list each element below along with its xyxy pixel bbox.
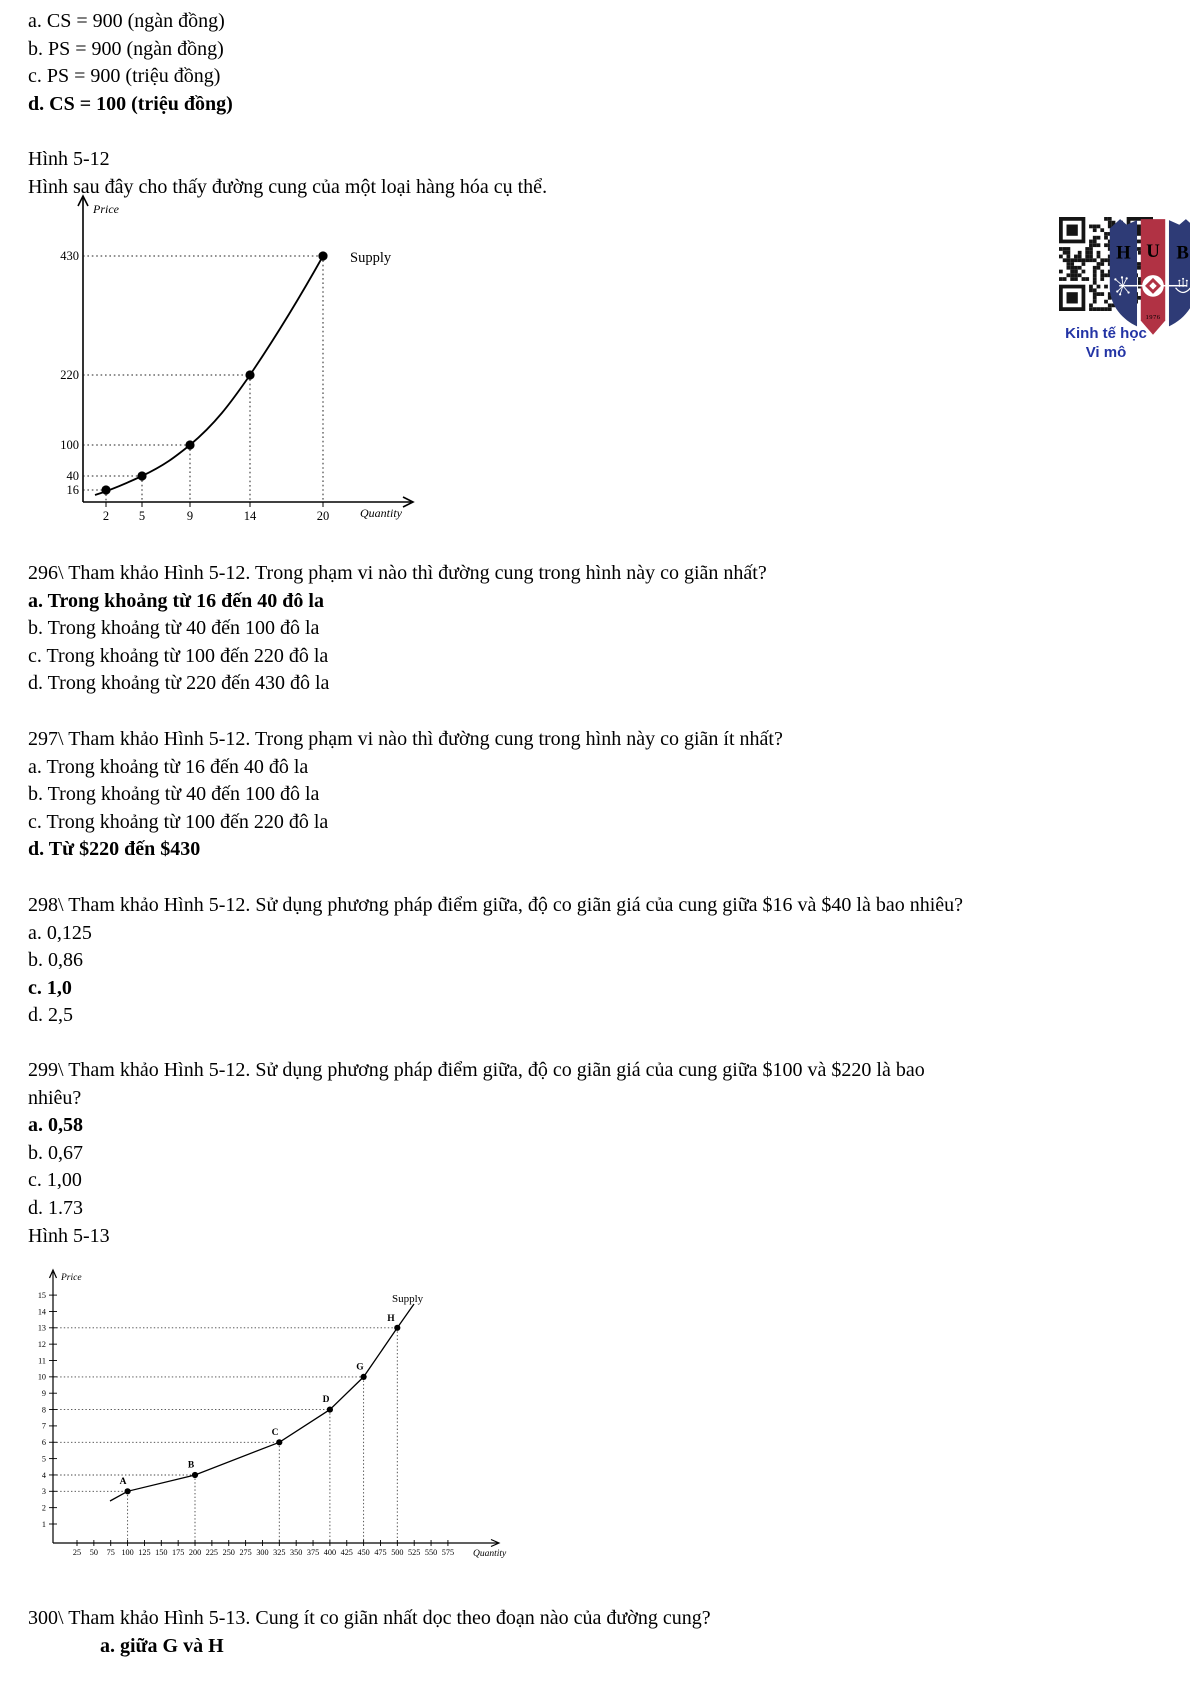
axis-tick-label: 5 — [138, 509, 146, 523]
guide-lines — [53, 1328, 397, 1543]
axis-tick-label: 7 — [41, 1421, 46, 1431]
qr-module — [1097, 255, 1101, 259]
qr-module — [1078, 273, 1082, 277]
axis-tick-label: 11 — [38, 1356, 46, 1366]
qr-module — [1063, 247, 1067, 251]
option-line: d. 1.73 — [28, 1196, 83, 1219]
data-point — [318, 251, 327, 260]
qr-module — [1074, 273, 1078, 277]
qr-module — [1085, 277, 1089, 281]
qr-module — [1089, 251, 1093, 255]
x-axis-label: Quantity — [360, 506, 402, 520]
y-tick-labels — [60, 249, 79, 497]
question-text: 296\ Tham khảo Hình 5-12. Trong phạm vi nào thì đường cung trong hình này co giãn nhất? — [28, 562, 767, 584]
data-point — [185, 440, 194, 449]
qr-module — [1097, 225, 1101, 229]
answer-options-block — [28, 8, 233, 118]
qr-module — [1089, 303, 1093, 307]
axis-tick-label: 75 — [106, 1548, 115, 1557]
data-points — [101, 251, 327, 494]
axis-tick-label: 14 — [37, 1307, 46, 1317]
qr-module — [1100, 270, 1104, 274]
axis-tick-label: 6 — [41, 1438, 46, 1448]
axis-tick-label: 475 — [374, 1548, 387, 1557]
qr-module — [1078, 251, 1082, 255]
qr-module — [1082, 262, 1086, 266]
qr-module — [1067, 273, 1071, 277]
point-label: B — [187, 1460, 195, 1471]
qr-module — [1078, 266, 1082, 270]
qr-module — [1067, 266, 1071, 270]
qr-module — [1089, 225, 1093, 229]
qr-module — [1082, 258, 1086, 262]
axis-tick-label: 450 — [357, 1548, 370, 1557]
qr-module — [1097, 251, 1101, 255]
axis-tick-label: 575 — [441, 1548, 455, 1557]
qr-module — [1100, 292, 1104, 296]
qr-module — [1085, 251, 1089, 255]
data-point — [276, 1439, 282, 1445]
qr-module — [1074, 258, 1078, 262]
option-line: d. 2,5 — [28, 1004, 73, 1027]
axis-tick-label: 12 — [37, 1339, 46, 1349]
y-axis-label: Price — [61, 1273, 82, 1283]
option-line: b. Trong khoảng từ 40 đến 100 đô la — [28, 783, 320, 806]
qr-module — [1097, 307, 1101, 311]
axis-tick-label: 250 — [222, 1548, 235, 1557]
data-point — [394, 1325, 400, 1331]
qr-module — [1097, 262, 1101, 266]
qr-module — [1085, 258, 1089, 262]
qr-module — [1089, 288, 1093, 292]
logo-letters — [1116, 241, 1189, 264]
qr-module — [1089, 307, 1093, 311]
question-300 — [28, 1605, 711, 1660]
qr-module — [1097, 243, 1101, 247]
axis-tick-label: 550 — [424, 1548, 438, 1557]
qr-module — [1085, 247, 1089, 251]
qr-module — [1089, 240, 1093, 244]
axis-tick-label: 15 — [37, 1290, 46, 1300]
option-line: b. Trong khoảng từ 40 đến 100 đô la — [28, 617, 320, 640]
qr-module — [1093, 296, 1097, 300]
option-line: b. 0,67 — [28, 1141, 83, 1164]
qr-caption-line1: Kinh tế học — [1065, 325, 1147, 342]
axis-tick-label: 100 — [60, 438, 79, 452]
data-point — [192, 1472, 198, 1478]
supply-curve — [110, 1304, 414, 1501]
data-point — [327, 1407, 333, 1413]
option-line: c. Trong khoảng từ 100 đến 220 đô la — [28, 644, 329, 667]
axis-tick-label: 430 — [60, 249, 79, 263]
qr-module — [1070, 266, 1074, 270]
qr-module — [1059, 255, 1063, 259]
data-point — [101, 485, 110, 494]
option-line-correct: c. 1,0 — [28, 976, 72, 999]
question-text: 299\ Tham khảo Hình 5-12. Sử dụng phương pháp điểm giữa, độ co giãn giá của cung giữa $100 và $220 là bao — [28, 1059, 925, 1081]
qr-module — [1074, 255, 1078, 259]
qr-module — [1059, 247, 1063, 251]
axis-tick-label: 220 — [60, 368, 79, 382]
option-line: a. Trong khoảng từ 16 đến 40 đô la — [28, 755, 309, 778]
option-line: c. PS = 900 (triệu đồng) — [28, 65, 221, 88]
option-line: b. 0,86 — [28, 949, 83, 972]
qr-module — [1093, 277, 1097, 281]
qr-module — [1097, 236, 1101, 240]
x-tick-labels — [103, 509, 329, 523]
logo-right-panel — [1169, 219, 1190, 326]
option-line-correct: a. 0,58 — [28, 1114, 83, 1137]
qr-module — [1063, 251, 1067, 255]
qr-module — [1067, 247, 1071, 251]
logo-letter-b: B — [1176, 242, 1189, 264]
question-text: 300\ Tham khảo Hình 5-13. Cung ít co giãn nhất dọc theo đoạn nào của đường cung? — [28, 1607, 711, 1629]
qr-module — [1093, 292, 1097, 296]
qr-module — [1074, 266, 1078, 270]
axis-tick-label: 40 — [66, 469, 79, 483]
y-axis-label: Price — [93, 202, 119, 216]
axis-tick-label: 225 — [205, 1548, 219, 1557]
hub-logo — [1106, 210, 1190, 343]
figure-title: Hình 5-13 — [28, 1225, 110, 1247]
qr-module — [1074, 270, 1078, 274]
qr-module — [1100, 273, 1104, 277]
point-label: H — [387, 1314, 395, 1324]
axis-tick-label: 9 — [186, 509, 194, 523]
option-line: d. Trong khoảng từ 220 đến 430 đô la — [28, 672, 330, 695]
branding-sidebar — [1056, 210, 1189, 362]
axis-tick-label: 425 — [340, 1548, 353, 1557]
axis-tick-label: 150 — [155, 1548, 168, 1557]
point-label: D — [322, 1395, 330, 1405]
data-point — [125, 1488, 131, 1494]
axis-tick-label: 400 — [323, 1548, 337, 1557]
qr-module — [1100, 262, 1104, 266]
data-point — [245, 370, 254, 379]
qr-module — [1070, 270, 1074, 274]
qr-module — [1070, 262, 1074, 266]
axis-tick-label: 1 — [41, 1519, 46, 1529]
supply-curve — [95, 256, 323, 495]
option-line-correct: a. Trong khoảng từ 16 đến 40 đô la — [28, 589, 324, 612]
series-label: Supply — [350, 250, 392, 266]
figure-title: Hình 5-12 — [28, 148, 110, 170]
axis-tick-label: 9 — [41, 1389, 46, 1398]
qr-module — [1100, 228, 1104, 232]
logo-letter-u: U — [1146, 240, 1160, 262]
question-296 — [28, 560, 767, 698]
option-line-correct: a. giữa G và H — [100, 1634, 224, 1657]
qr-module — [1089, 285, 1093, 289]
question-text: 297\ Tham khảo Hình 5-12. Trong phạm vi nào thì đường cung trong hình này co giãn ít nhất? — [28, 728, 783, 750]
data-point — [361, 1374, 367, 1380]
axis-tick-label: 3 — [41, 1487, 46, 1497]
qr-module — [1089, 247, 1093, 251]
qr-module — [1078, 255, 1082, 259]
axis-tick-label: 8 — [41, 1405, 46, 1415]
guide-lines — [83, 256, 323, 502]
qr-module — [1082, 270, 1086, 274]
series-label: Supply — [392, 1293, 424, 1305]
axis-tick-label: 500 — [391, 1548, 404, 1557]
logo-left-panel — [1110, 219, 1137, 326]
qr-module — [1097, 285, 1101, 289]
axis-tick-label: 16 — [66, 483, 79, 497]
question-text-wrap: nhiêu? — [28, 1086, 82, 1109]
qr-module — [1097, 292, 1101, 296]
qr-module — [1074, 277, 1078, 281]
qr-module — [1063, 277, 1067, 281]
qr-module — [1097, 266, 1101, 270]
axis-tick-label: 5 — [41, 1454, 46, 1464]
axis-tick-label: 100 — [121, 1548, 134, 1557]
axis-tick-label: 13 — [37, 1323, 46, 1333]
qr-module — [1067, 255, 1071, 259]
option-line-correct: d. Từ $220 đến $430 — [28, 838, 201, 861]
qr-module — [1093, 273, 1097, 277]
figure-5-13-heading — [28, 1223, 110, 1251]
option-line: a. 0,125 — [28, 921, 92, 944]
qr-module — [1059, 277, 1063, 281]
question-297 — [28, 726, 783, 864]
qr-module — [1070, 258, 1074, 262]
option-line: a. CS = 900 (ngàn đồng) — [28, 10, 225, 32]
axis-tick-label: 14 — [243, 509, 257, 523]
qr-module — [1067, 251, 1071, 255]
point-label: A — [119, 1477, 127, 1487]
axis-tick-label: 50 — [89, 1548, 98, 1557]
point-label: G — [356, 1362, 364, 1373]
qr-module — [1078, 258, 1082, 262]
axis-ticks — [38, 1291, 454, 1557]
option-line: b. PS = 900 (ngàn đồng) — [28, 37, 224, 60]
qr-module — [1067, 292, 1078, 303]
qr-module — [1070, 277, 1074, 281]
qr-module — [1067, 258, 1071, 262]
axis-tick-label: 350 — [290, 1548, 303, 1557]
axis-tick-label: 200 — [188, 1548, 202, 1557]
data-point — [137, 471, 146, 480]
axis-tick-label: 325 — [273, 1548, 286, 1557]
axis-tick-label: 2 — [41, 1503, 46, 1513]
axis-tick-label: 300 — [256, 1548, 269, 1557]
option-line: c. Trong khoảng từ 100 đến 220 đô la — [28, 810, 329, 833]
axis-tick-label: 525 — [408, 1548, 421, 1557]
axis-tick-label: 4 — [41, 1470, 46, 1480]
qr-module — [1093, 240, 1097, 244]
axis-tick-label: 20 — [316, 509, 330, 523]
point-labels — [120, 1314, 396, 1487]
qr-module — [1100, 277, 1104, 281]
axis-tick-label: 2 — [102, 509, 110, 523]
logo-letter-h: H — [1116, 242, 1131, 264]
axis-tick-label: 10 — [37, 1372, 46, 1382]
qr-module — [1089, 243, 1093, 247]
figure-5-13-chart — [35, 1258, 515, 1568]
axis-tick-label: 275 — [239, 1548, 252, 1557]
logo-year: 1976 — [1145, 313, 1161, 321]
axis-tick-label: 25 — [72, 1548, 82, 1557]
qr-module — [1063, 258, 1067, 262]
question-299 — [28, 1057, 925, 1223]
qr-module — [1085, 255, 1089, 259]
qr-module — [1093, 300, 1097, 304]
qr-module — [1093, 281, 1097, 285]
qr-module — [1093, 288, 1097, 292]
qr-module — [1093, 258, 1097, 262]
qr-module — [1093, 307, 1097, 311]
qr-module — [1070, 273, 1074, 277]
qr-module — [1093, 225, 1097, 229]
qr-module — [1089, 255, 1093, 259]
option-line: c. 1,00 — [28, 1169, 82, 1192]
qr-module — [1093, 243, 1097, 247]
question-text: 298\ Tham khảo Hình 5-12. Sử dụng phương pháp điểm giữa, độ co giãn giá của cung giữa $16 và $40 là bao nhiêu? — [28, 894, 964, 916]
x-axis-label: Quantity — [473, 1549, 507, 1559]
question-298 — [28, 892, 963, 1030]
qr-module — [1100, 307, 1104, 311]
figure-5-12-chart — [55, 192, 425, 532]
qr-module — [1093, 236, 1097, 240]
qr-module — [1067, 225, 1078, 236]
figure-intro: Hình sau đây cho thấy đường cung của một loại hàng hóa cụ thể. — [28, 175, 548, 198]
qr-module — [1067, 262, 1071, 266]
qr-module — [1082, 277, 1086, 281]
qr-module — [1059, 270, 1063, 274]
qr-module — [1089, 258, 1093, 262]
qr-module — [1093, 228, 1097, 232]
option-line-correct: d. CS = 100 (triệu đồng) — [28, 92, 233, 115]
qr-caption-line2: Vi mô — [1085, 344, 1127, 361]
qr-module — [1093, 266, 1097, 270]
qr-module — [1093, 270, 1097, 274]
point-label: C — [271, 1428, 279, 1438]
qr-module — [1100, 258, 1104, 262]
axis-tick-label: 375 — [306, 1548, 320, 1557]
axis-tick-label: 175 — [172, 1548, 185, 1557]
axis-tick-label: 125 — [138, 1548, 151, 1557]
